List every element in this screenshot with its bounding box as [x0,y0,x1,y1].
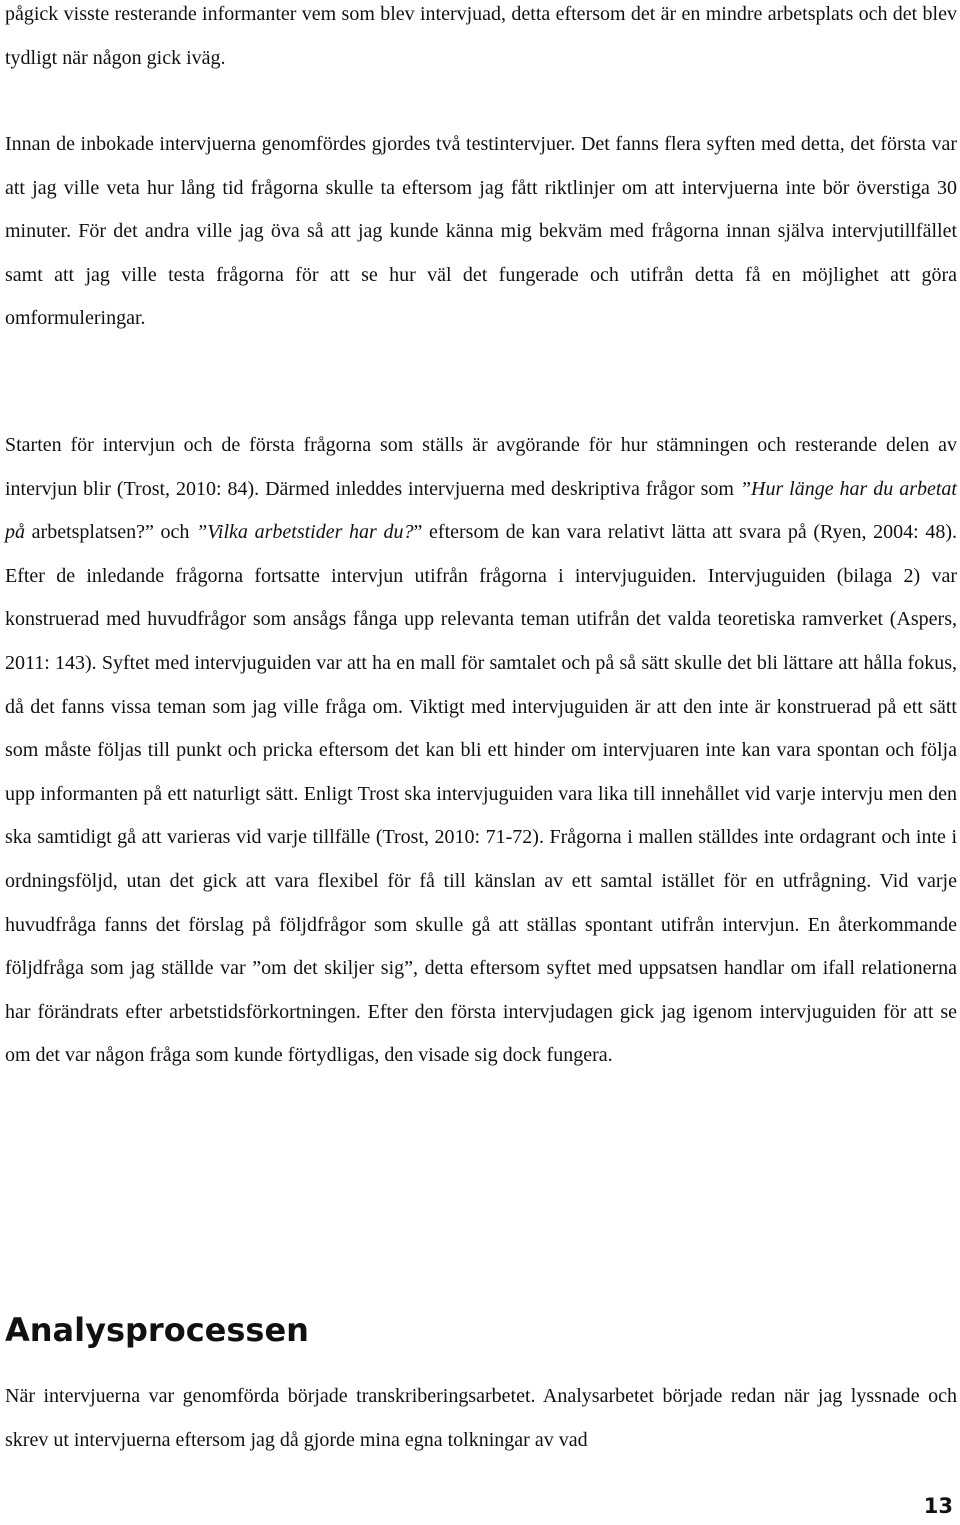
paragraph-test-interviews: Innan de inbokade intervjuerna genomfördes gjordes två testintervjuer. Det fanns flera syften med detta, det första var att jag ville veta hur lång tid frågorna skulle ta eftersom jag fått riktlinjer om att intervjuerna inte bör överstiga 30 minuter. För det andra ville jag öva så att jag kunde känna mig bekväm med frågorna innan själva intervjutillfället samt att jag ville testa frågorna för att se hur väl det fungerade och utifrån detta få en möjlighet att göra omformuleringar. [5,133,957,330]
paragraph-text: Starten för intervjun och de första frågorna som ställs är avgörande för hur stämningen och resterande delen av intervjun blir (Trost, 2010: 84). Därmed inleddes intervjuerna med deskriptiva frågor som [5,434,957,500]
page-number: 13 [923,1494,953,1518]
paragraph-text: arbetsplatsen? [25,521,145,544]
paragraph-text: ” eftersom de kan vara relativt lätta att svara på (Ryen, 2004: 48). Efter de inledande frågorna fortsatte intervjun utifrån frågorna i intervjuguiden. Intervjuguiden (bilaga 2) var konstruerad med huvudfrågor som ansågs fånga upp relevanta teman utifrån det valda teoretiska ramverket (Aspers, 2011: 143). Syftet med intervjuguiden var att ha en mall för samtalet och på så sätt skulle det bli lättare att hålla fokus, då det fanns vissa teman som jag ville fråga om. Viktigt med intervjuguiden är att den inte är konstruerad på ett sätt som måste följas till punkt och pricka eftersom det kan bli ett hinder om intervjuaren inte kan vara spontan och följa upp informanten på ett naturligt sätt. Enligt Trost ska intervjuguiden vara lika till innehållet vid varje intervju men den ska samtidigt gå att varieras vid varje tillfälle (Trost, 2010: 71-72). Frågorna i mallen ställdes inte ordagrant och inte i ordningsföljd, utan det gick att vara flexibel för få till känslan av ett samtal istället för en utfrågning. Vid varje huvudfråga fanns det förslag på följdfrågor som skulle gå att ställas spontant utifrån intervjun. En återkommande följdfråga som jag ställde var ”om det skiljer sig”, detta eftersom syftet med uppsatsen handlar om ifall relationerna har förändrats efter arbetstidsförkortningen. Efter den första intervjudagen gick jag igenom intervjuguiden för att se om det var någon fråga som kunde förtydligas, den visade sig dock fungera. [5,521,958,1067]
paragraph-text: ” och [144,521,197,544]
paragraph-interview-guide [5,424,957,1078]
italic-quote-work-duration: ”Hur länge har du arbetat på [5,477,957,544]
document-page [5,0,957,1525]
paragraph-intro-continuation: pågick visste resterande informanter vem som blev intervjuad, detta eftersom det är en mindre arbetsplats och det blev tydligt när någon gick iväg. [5,3,957,69]
italic-quote-work-hours: ”Vilka arbetstider har du? [196,521,414,544]
section-heading: Analysprocessen [5,1311,309,1349]
paragraph-analysis-process: När intervjuerna var genomförda började transkriberingsarbetet. Analysarbetet började redan när jag lyssnade och skrev ut intervjuerna eftersom jag då gjorde mina egna tolkningar av vad [5,1385,957,1451]
